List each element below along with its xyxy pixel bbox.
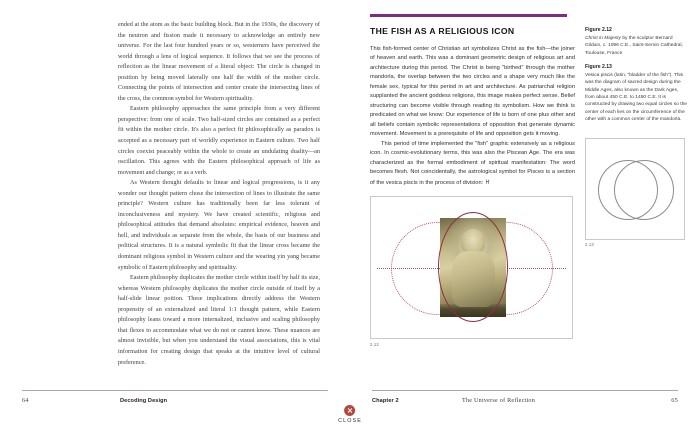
left-page-body <box>22 20 328 368</box>
paragraph: Eastern philosophy approaches the same principle from a very different perspective: from one of scale. Two half-sized circles are contained as a perfect fit within the mother circle. It's also a perfect fit philosophically as paradox is accepted as a necessary part of worldly experience in Eastern culture. Two half circles coexist peaceably within the whole to create an undulating duality—an oscillation. This agrees with the Eastern philosophical approach of life as movement and change; or as a verb. <box>118 106 320 176</box>
paragraph <box>370 140 575 189</box>
paragraph-text: This period of time implemented the "fish" graphic extensively as a religious icon. In cosmic-evolutionary terms, this was also the Piscean Age. The era was characterized as the formal embodiment of spiritual manifestation: The word becomes flesh. Not coincidentally, the astrological symbol for Pisces is a section of the vesica piscis in the process of division: <box>370 140 575 186</box>
pisces-icon: ♓ <box>484 178 491 186</box>
figure-213-image[interactable] <box>585 138 685 240</box>
figure-212-caption <box>585 27 689 57</box>
close-button[interactable] <box>329 405 371 424</box>
section-rule <box>370 14 567 17</box>
paragraph: This fish-formed center of Christian art symbolizes Christ as the fish—the joiner of heaven and earth. This was a dominant geometric design of religious art and architecture during this period. The Christ is being "birthed" through the mother mandorla, the overlap between the two circles and a shape very much like the female sex, typical for this period in art and architecture. As patriarchal religion supplanted the ancient goddess religions, this image makes perfect sense. Belief structuring can become visible through reading its symbolism. How we think is predicated on what we know: Our experience of life is born of one plus other and all beliefs contain symbolic representations of opposition that generate dynamic movement. Movement is a prerequisite of life and opposition gets it moving. <box>370 45 575 138</box>
chapter-title-running-head: The Universe of Reflection <box>462 398 535 405</box>
left-footer <box>0 390 350 404</box>
close-button-label: CLOSE <box>338 418 362 424</box>
reader-footer <box>0 390 700 430</box>
footer-rule-left <box>22 390 328 391</box>
right-page <box>350 0 700 390</box>
paragraph: As Western thought defaults to linear and logical progressions, is it any wonder our thought pattern chose the intersection of lines to illustrate the same principle? Western culture has traditionally been far less tolerant of inconclusiveness and mystery. We have created scientific, religious and philosophical attitudes that demand absolutes: empirical evidence, heaven and hell, and individuals as separate from the whole, the basis of our business and political structures. It is a natural symbolic fit that the linear cross became the dominant religious symbol in Western culture and the wearing yin yang became symbolic of Eastern philosophy and spirituality. <box>118 180 320 271</box>
footer-row-left <box>22 397 328 404</box>
right-page-columns <box>370 26 690 390</box>
figure-212-number: 2.12 <box>370 341 379 347</box>
left-page-number: 64 <box>22 397 29 405</box>
footer-row-right <box>372 397 678 404</box>
right-page-number: 65 <box>671 397 678 405</box>
main-text-column <box>370 26 575 390</box>
close-icon[interactable]: × <box>345 405 356 416</box>
vesica-piscis-diagram <box>586 139 684 239</box>
figure-213-caption-text: Vesica piscis (latin, "bladder of the fish"). This was the diagram of sacred design during the Middle Ages, also known as the Dark Ages, from about 450 C.E. to 1450 C.E. It is constructed by drawing two equal circles so the center of each lies on the circumference of the other with a common center of the mandorla. <box>585 73 687 122</box>
figure-212-label: Figure 2.12 <box>585 26 612 33</box>
vesica-circle-right <box>614 160 674 220</box>
paragraph: Eastern philosophy duplicates the mother circle within itself by half its size, whereas Western philosophy duplicates the mother circle outside of itself by a half-slide linear poition. These implications directly address the Western propensity of an externalized and literal 1:1 thought pattern, while Eastern philosophy leans toward a more internalized, inclusive and scaling philosophy that flexes to accommodate what we do not or cannot know. These nuances are almost invisible, but when you understand the visual associations, this is vital information for creating design that speaks at the intuitive level of cultural preference. <box>118 275 320 366</box>
figure-212-caption-text <box>585 35 689 57</box>
caption-column <box>585 26 689 390</box>
chapter-label: Chapter 2 <box>372 398 399 405</box>
book-title-running-head: Decoding Design <box>120 398 168 405</box>
footer-rule-right <box>372 390 678 391</box>
figure-213-label: Figure 2.13 <box>585 63 612 70</box>
right-footer <box>350 390 700 404</box>
figure-213-caption <box>585 64 689 124</box>
figure-212-title-italic: Christ in Majesty <box>585 36 621 42</box>
paragraph: ended at the atom as the basic building block. But in the 1930s, the discovery of the neutron and fission made it necessary to acknowledge an entirely new universe. For the last four hundred years or so, westerners have perceived the world through a lens of logical sequence. It follows that we see the process of reflection as the linear movement of a literal object: The circle is changed in position by being moved laterally one half the width of the mother circle. Connecting the points of intersection and center create the intersecting lines of the cross, the common symbol for Western spirituality. <box>118 22 320 102</box>
figure-212-block <box>370 196 575 347</box>
section-heading: THE FISH AS A RELIGIOUS ICON <box>370 25 515 36</box>
figure-213-block <box>585 138 689 248</box>
figure-213-number: 2.13 <box>585 242 594 248</box>
left-page <box>0 0 350 390</box>
figure-212-image[interactable] <box>370 196 573 339</box>
vesica-construction <box>371 197 572 338</box>
mandorla-outline <box>438 212 508 322</box>
figure-212-caption-rest: by the sculptor Bernard Gilduin, c. 1096 C.E., Saint-Sernin Cathedral, Toulouse, France <box>585 36 683 56</box>
